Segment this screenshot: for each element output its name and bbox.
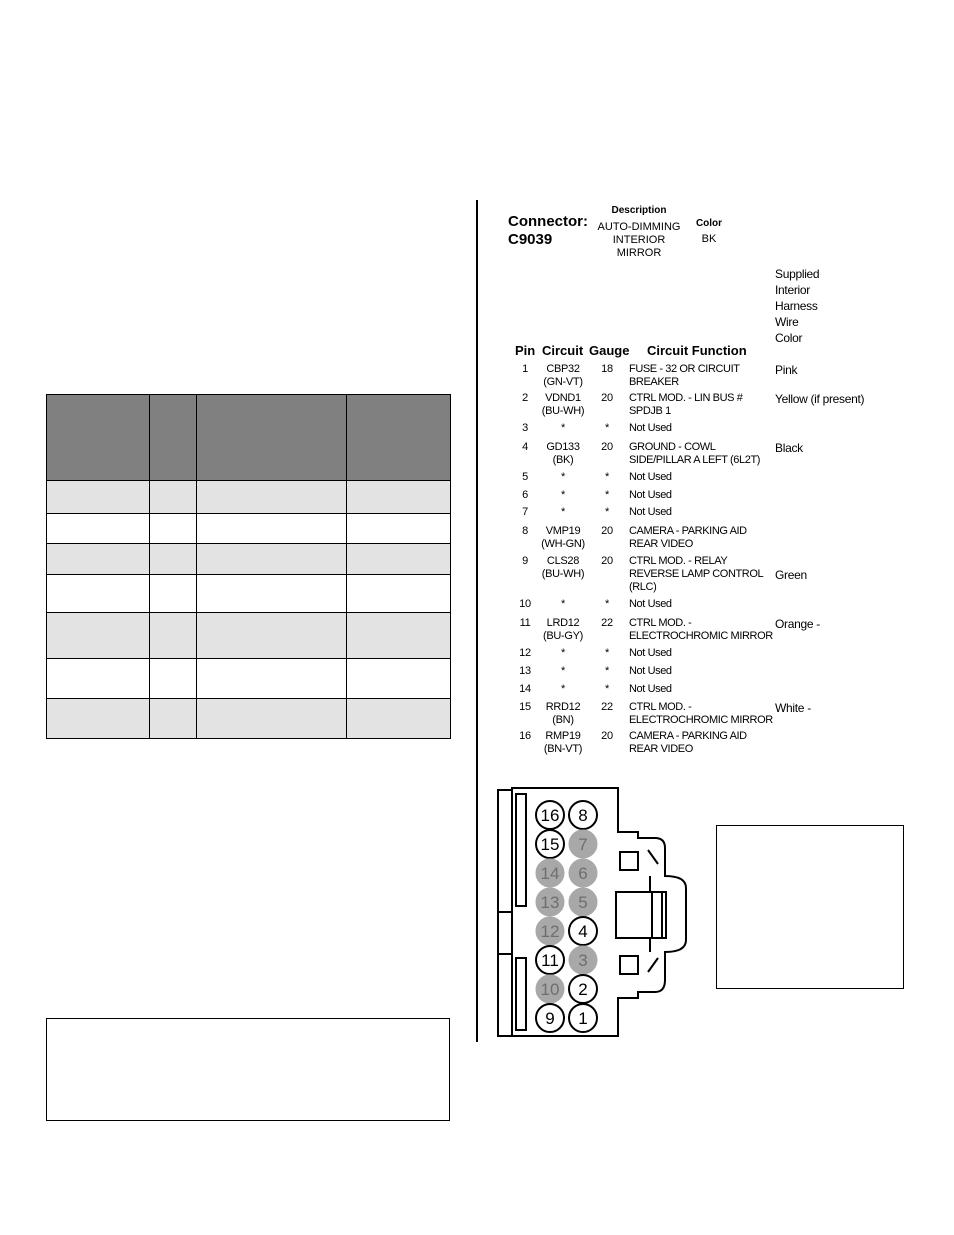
- circuit-function: [629, 683, 672, 696]
- connector-pin-7: [569, 830, 597, 858]
- pin-number: 16: [519, 730, 531, 742]
- circuit-code: [538, 471, 588, 484]
- circuit-line: *: [561, 665, 565, 677]
- function-line: CAMERA - PARKING AID: [629, 730, 747, 742]
- circuit-function: [629, 598, 672, 611]
- wire-gauge: 20: [601, 555, 613, 567]
- function-line: CTRL MOD. -: [629, 617, 692, 629]
- wire-gauge: 20: [601, 525, 613, 537]
- circuit-line: RMP19: [545, 730, 581, 742]
- function-line: REAR VIDEO: [629, 743, 693, 755]
- circuit-function: [629, 441, 760, 467]
- pin-label: 14: [540, 864, 560, 883]
- pin-header: Pin: [515, 343, 536, 358]
- circuit-line: VMP19: [545, 525, 581, 537]
- description-header: Description: [611, 205, 667, 216]
- column-divider: [476, 200, 478, 1042]
- function-line: Not Used: [629, 683, 672, 695]
- connector-label: Connector:: [508, 213, 588, 230]
- pin-number: 13: [519, 665, 531, 677]
- table-header-row: [47, 395, 451, 481]
- table-row: [47, 544, 451, 575]
- circuit-line: GD133: [546, 441, 580, 453]
- pin-label: 12: [540, 922, 560, 941]
- wire-gauge: 20: [601, 730, 613, 742]
- function-line: SPDJB 1: [629, 405, 671, 417]
- wire-gauge: 20: [601, 392, 613, 404]
- table-row: [47, 575, 451, 613]
- table-row: [47, 699, 451, 739]
- wire-color: Pink: [775, 363, 798, 377]
- pin-label: 13: [540, 893, 560, 912]
- circuit-line: CLS28: [546, 555, 580, 567]
- function-line: CTRL MOD. - LIN BUS #: [629, 392, 743, 404]
- gauge-header: Gauge: [589, 343, 630, 358]
- circuit-function: [629, 363, 740, 389]
- circuit-code: [538, 701, 588, 727]
- wire-gauge: *: [605, 683, 609, 695]
- circuit-line: (WH-GN): [541, 538, 585, 550]
- circuit-line: (GN-VT): [543, 376, 583, 388]
- circuit-code: [538, 598, 588, 611]
- note-box: [46, 1018, 450, 1121]
- function-line: Not Used: [629, 422, 672, 434]
- pin-number: 1: [522, 363, 528, 375]
- connector-pin-16: [536, 801, 564, 829]
- table-row: [47, 613, 451, 659]
- circuit-line: (BU-WH): [541, 568, 585, 580]
- pin-number: 9: [522, 555, 528, 567]
- circuit-function: [629, 730, 747, 756]
- circuit-line: *: [561, 647, 565, 659]
- function-line: CTRL MOD. -: [629, 701, 692, 713]
- connector-pin-4: [569, 917, 597, 945]
- connector-pin-10: [536, 975, 564, 1003]
- circuit-line: CBP32: [546, 363, 580, 375]
- circuit-function: [629, 617, 773, 643]
- circuit-code: [538, 683, 588, 696]
- circuit-line: (BN): [552, 714, 574, 726]
- pin-label: 7: [578, 835, 588, 854]
- pin-number: 15: [519, 701, 531, 713]
- circuit-function: [629, 647, 672, 660]
- circuit-code: [538, 617, 588, 643]
- wire-gauge: *: [605, 665, 609, 677]
- connector-id: C9039: [508, 231, 553, 248]
- wire-color: Black: [775, 441, 803, 455]
- wire-color: White -: [775, 701, 811, 715]
- connector-pin-2: [569, 975, 597, 1003]
- circuit-header: Circuit: [542, 343, 584, 358]
- circuit-code: [538, 422, 588, 435]
- function-line: Not Used: [629, 598, 672, 610]
- function-line: Not Used: [629, 647, 672, 659]
- pin-number: 12: [519, 647, 531, 659]
- wire-gauge: *: [605, 422, 609, 434]
- pin-label: 4: [578, 922, 588, 941]
- pin-number: 10: [519, 598, 531, 610]
- pin-label: 1: [578, 1009, 588, 1028]
- circuit-line: *: [561, 422, 565, 434]
- wire-gauge: 22: [601, 701, 613, 713]
- circuit-line: *: [561, 506, 565, 518]
- pin-number: 5: [522, 471, 528, 483]
- wire-color: Orange -: [775, 617, 820, 631]
- connector-pin-1: [569, 1004, 597, 1032]
- circuit-function: [629, 665, 672, 678]
- circuit-code: [538, 525, 588, 551]
- pin-number: 6: [522, 489, 528, 501]
- circuit-function: [629, 701, 773, 727]
- wire-gauge: 22: [601, 617, 613, 629]
- circuit-function: [629, 506, 672, 519]
- pin-number: 7: [522, 506, 528, 518]
- circuit-line: *: [561, 683, 565, 695]
- pin-label: 16: [540, 806, 560, 825]
- circuit-line: (BN-VT): [543, 743, 583, 755]
- color-value: BK: [701, 233, 717, 245]
- circuit-line: *: [561, 598, 565, 610]
- function-line: Not Used: [629, 665, 672, 677]
- function-line: ELECTROCHROMIC MIRROR: [629, 630, 773, 642]
- circuit-function: [629, 555, 763, 594]
- color-header: Color: [695, 218, 723, 229]
- circuit-code: [538, 441, 588, 467]
- function-line: SIDE/PILLAR A LEFT (6L2T): [629, 454, 761, 466]
- pin-number: 2: [522, 392, 528, 404]
- circuit-function: [629, 525, 747, 551]
- circuit-code: [538, 392, 588, 418]
- function-line: Not Used: [629, 489, 672, 501]
- function-line: FUSE - 32 OR CIRCUIT: [629, 363, 740, 375]
- connector-description: AUTO-DIMMING INTERIOR MIRROR: [597, 221, 681, 259]
- circuit-code: [538, 555, 588, 581]
- pin-label: 8: [578, 806, 588, 825]
- wire-gauge: *: [605, 489, 609, 501]
- pin-label: 10: [540, 980, 560, 999]
- circuit-function: [629, 392, 742, 418]
- wire-gauge: *: [605, 506, 609, 518]
- circuit-code: [538, 489, 588, 502]
- circuit-code: [538, 730, 588, 756]
- function-line: CTRL MOD. - RELAY: [629, 555, 728, 567]
- circuit-function: [629, 489, 672, 502]
- connector-pin-12: [536, 917, 564, 945]
- wire-gauge: *: [605, 471, 609, 483]
- wire-color: Green: [775, 568, 807, 582]
- wiring-form-table: [46, 394, 451, 739]
- connector-pin-11: [536, 946, 564, 974]
- circuit-line: *: [561, 489, 565, 501]
- pin-label: 2: [578, 980, 588, 999]
- circuit-line: *: [561, 471, 565, 483]
- pin-label: 3: [578, 951, 588, 970]
- connector-pin-13: [536, 888, 564, 916]
- wire-gauge: *: [605, 647, 609, 659]
- pin-label: 6: [578, 864, 588, 883]
- function-line: CAMERA - PARKING AID: [629, 525, 747, 537]
- function-line: (RLC): [629, 581, 657, 593]
- circuit-code: [538, 363, 588, 389]
- function-header: Circuit Function: [647, 343, 747, 358]
- empty-label-box: [716, 825, 904, 989]
- function-line: ELECTROCHROMIC MIRROR: [629, 714, 773, 726]
- pin-label: 5: [578, 893, 588, 912]
- pin-label: 15: [540, 835, 560, 854]
- table-row: [47, 514, 451, 544]
- circuit-line: VDND1: [545, 392, 581, 404]
- connector-pin-3: [569, 946, 597, 974]
- circuit-code: [538, 665, 588, 678]
- function-line: REVERSE LAMP CONTROL: [629, 568, 764, 580]
- pin-label: 9: [545, 1009, 555, 1028]
- circuit-line: (BU-GY): [542, 630, 584, 642]
- circuit-code: [538, 506, 588, 519]
- pin-number: 14: [519, 683, 531, 695]
- supplied-wire-color-header: Supplied Interior Harness Wire Color: [775, 267, 820, 345]
- function-line: REAR VIDEO: [629, 538, 693, 550]
- function-line: GROUND - COWL: [629, 441, 716, 453]
- circuit-function: [629, 422, 672, 435]
- connector-pin-5: [569, 888, 597, 916]
- connector-pin-8: [569, 801, 597, 829]
- wire-color: Yellow (if present): [775, 392, 865, 406]
- circuit-line: LRD12: [546, 617, 580, 629]
- circuit-function: [629, 471, 672, 484]
- wire-gauge: *: [605, 598, 609, 610]
- function-line: Not Used: [629, 471, 672, 483]
- connector-pin-9: [536, 1004, 564, 1032]
- circuit-line: (BU-WH): [541, 405, 585, 417]
- wire-gauge: 18: [601, 363, 613, 375]
- table-row: [47, 659, 451, 699]
- circuit-line: RRD12: [545, 701, 581, 713]
- connector-pin-15: [536, 830, 564, 858]
- pin-number: 8: [522, 525, 528, 537]
- connector-pin-6: [569, 859, 597, 887]
- table-row: [47, 481, 451, 514]
- circuit-code: [538, 647, 588, 660]
- circuit-line: (BK): [552, 454, 574, 466]
- wire-gauge: 20: [601, 441, 613, 453]
- function-line: BREAKER: [629, 376, 679, 388]
- connector-pin-14: [536, 859, 564, 887]
- pin-number: 11: [519, 617, 531, 629]
- function-line: Not Used: [629, 506, 672, 518]
- pin-number: 3: [522, 422, 528, 434]
- pin-number: 4: [522, 441, 528, 453]
- pin-label: 11: [541, 951, 559, 970]
- connector-face-diagram: [490, 780, 710, 1042]
